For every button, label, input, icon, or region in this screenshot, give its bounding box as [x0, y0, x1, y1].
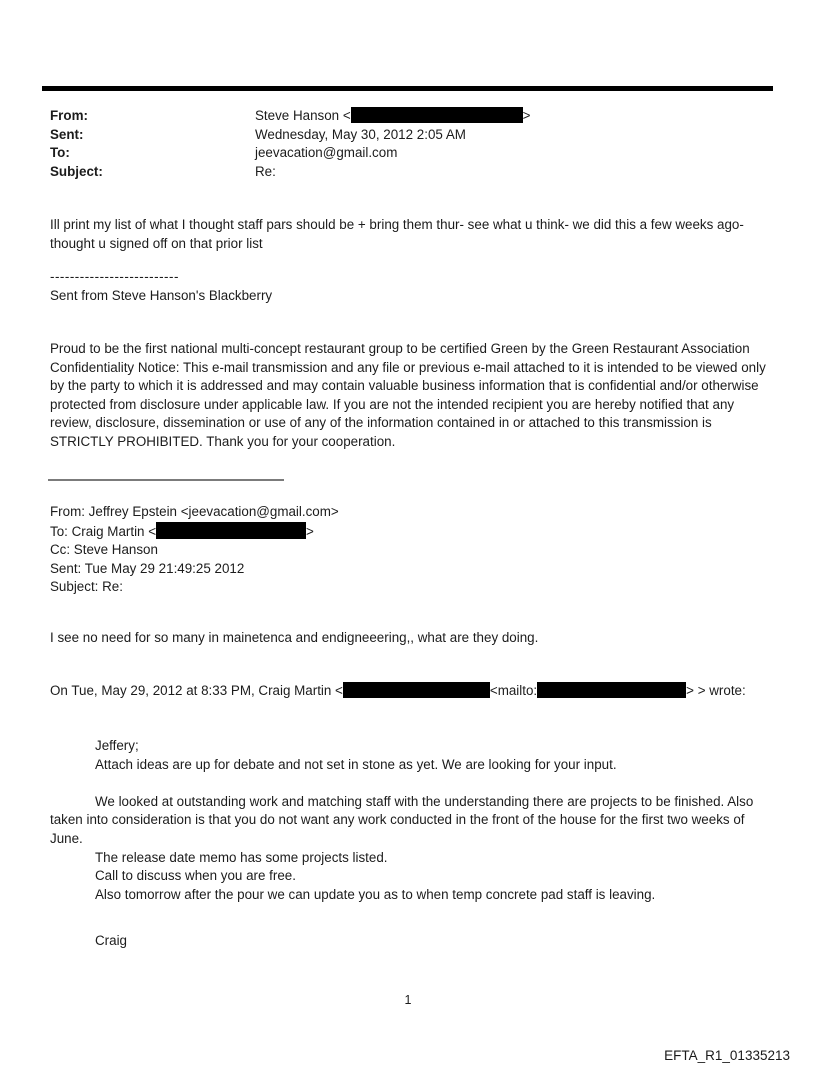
attribution-prefix: On Tue, May 29, 2012 at 8:33 PM, Craig Martin < [50, 683, 343, 698]
from-value-prefix: Steve Hanson < [255, 108, 351, 123]
bates-number: EFTA_R1_01335213 [664, 1048, 790, 1063]
reply-line-4: Call to discuss when you are free. [95, 868, 296, 884]
reply-line-1: Attach ideas are up for debate and not set in stone as yet. We are looking for your input. [95, 756, 617, 772]
subject-label: Subject: [50, 163, 103, 179]
blank-line [50, 774, 769, 793]
redaction-box [351, 107, 523, 123]
quoted-sent-line: Sent: Tue May 29 21:49:25 2012 [50, 560, 245, 576]
quoted-subject-line: Subject: Re: [50, 579, 123, 595]
email-header-block [50, 107, 531, 181]
quoted-to-prefix: To: Craig Martin < [50, 523, 157, 539]
signature-separator: -------------------------- [50, 269, 179, 284]
redaction-box [156, 522, 306, 539]
quoted-cc-line: Cc: Steve Hanson [50, 542, 158, 558]
quoted-email-divider [48, 479, 284, 481]
header-row-subject [50, 163, 531, 182]
header-row-from [50, 107, 531, 126]
quoted-message-body: I see no need for so many in mainetenca and endigneeering,, what are they doing. [50, 630, 539, 645]
from-value-suffix: > [522, 108, 531, 123]
from-value [255, 107, 531, 126]
reply-attribution-line [50, 682, 790, 701]
quoted-to-suffix: > [306, 523, 314, 539]
blank-line [50, 904, 769, 932]
confidentiality-notice: Proud to be the first national multi-concept restaurant group to be certified Green by the Green Restaurant Association Confidentiality Notice: This e-mail transmission and any file or previous e-mail attached to it is intended to be viewed only by the party to which it is addressed and may contain valuable business information that is confidential and/or otherwise protected from disclosure under applicable law. If you are not the intended recipient you are hereby notified that any review, disclosure, dissemination or use of any of the information contained in or attached to this transmission is STRICTLY PROHIBITED. Thank you for your cooperation. [50, 341, 766, 449]
sent-label: Sent: [50, 126, 84, 142]
header-row-sent [50, 126, 531, 145]
sender-signature: Sent from Steve Hanson's Blackberry [50, 288, 273, 303]
to-value: jeevacation@gmail.com [255, 145, 398, 161]
from-label: From: [50, 108, 88, 123]
redaction-box [537, 682, 686, 698]
top-rule [42, 86, 773, 91]
sent-value: Wednesday, May 30, 2012 2:05 AM [255, 126, 466, 142]
redaction-box [343, 682, 490, 698]
reply-paragraph-2: We looked at outstanding work and matching staff with the understanding there are projects to be finished. Also taken into consideration is that you do not want any work conducted in the front of the house for the first two weeks of June. [50, 793, 754, 846]
reply-message-block [50, 737, 769, 951]
attribution-mailto: <mailto: [489, 683, 538, 698]
page-number: 1 [404, 993, 412, 1007]
message-body: Ill print my list of what I thought staff pars should be + bring them thur- see what u think- we did this a few weeks ago-thought u signed off on that prior list [50, 217, 744, 251]
to-label: To: [50, 145, 70, 161]
reply-signature: Craig [95, 933, 127, 949]
attribution-suffix: > > wrote: [686, 683, 746, 698]
reply-line-3: The release date memo has some projects listed. [95, 849, 388, 865]
quoted-to-line [50, 522, 339, 542]
subject-value: Re: [255, 163, 276, 179]
reply-line-5: Also tomorrow after the pour we can update you as to when temp concrete pad staff is leaving. [95, 886, 656, 902]
header-row-to [50, 144, 531, 163]
quoted-from-line: From: Jeffrey Epstein <jeevacation@gmail.com> [50, 504, 339, 519]
quoted-email-header-block [50, 503, 339, 597]
reply-salutation: Jeffery; [95, 738, 139, 753]
